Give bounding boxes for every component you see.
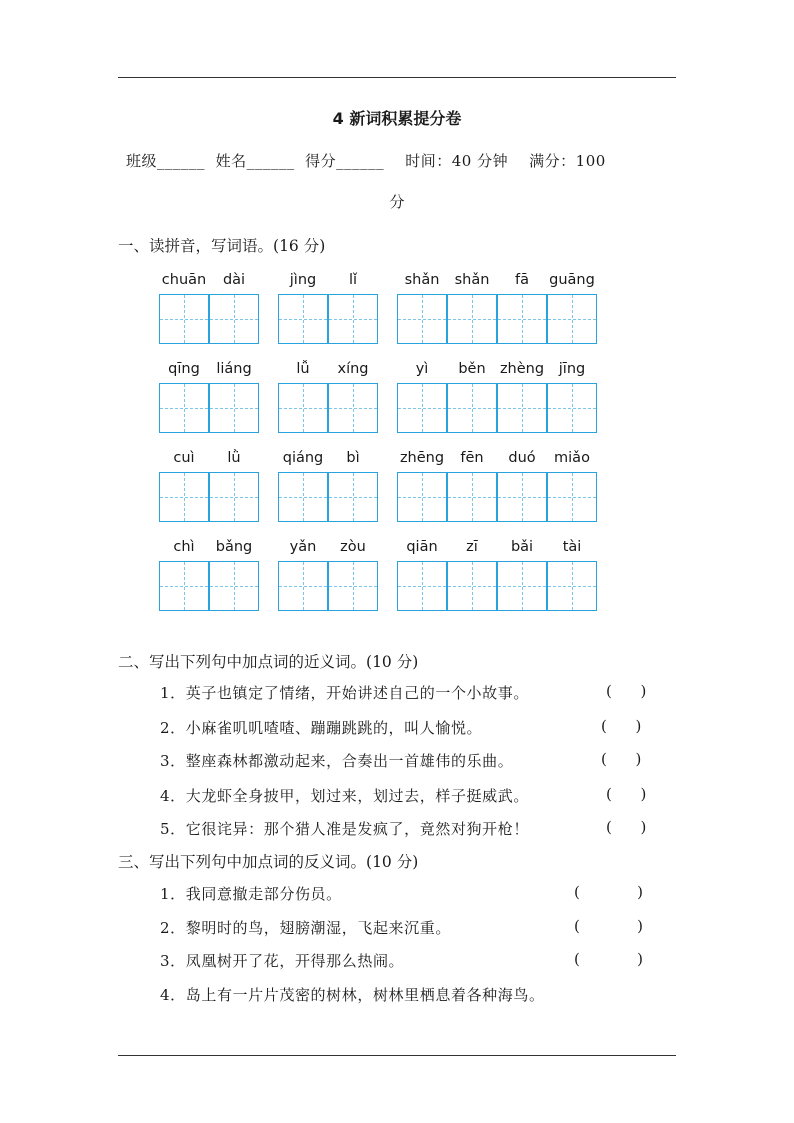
pinyin-syllable: yǎn xyxy=(289,539,317,555)
pinyin-syllable: xíng xyxy=(337,361,369,377)
pinyin-syllable: dài xyxy=(222,272,246,288)
pinyin-syllable: lǚ xyxy=(296,361,310,377)
section-1-title: 一、读拼音，写词语。 xyxy=(118,237,274,255)
synonym-question-4: 4．大龙虾全身披甲，划过来，划过去，样子挺威武。 xyxy=(160,787,529,805)
score-field: 得分______ xyxy=(305,152,385,170)
pinyin-syllable: bǎi xyxy=(510,539,534,555)
pinyin-syllable: miǎo xyxy=(554,450,590,466)
answer-blank[interactable]: ( ) xyxy=(601,750,642,768)
pinyin-syllable: chuān xyxy=(161,272,207,288)
pinyin-syllable: fēn xyxy=(460,450,484,466)
writing-grid-box[interactable] xyxy=(159,294,209,344)
answer-blank[interactable]: ( ) xyxy=(574,917,643,935)
writing-grid-box[interactable] xyxy=(497,561,547,611)
writing-grid-box[interactable] xyxy=(547,294,597,344)
name-field: 姓名______ xyxy=(215,152,295,170)
top-rule xyxy=(118,77,676,78)
pinyin-syllable: duó xyxy=(508,450,536,466)
answer-blank[interactable]: ( ) xyxy=(606,785,647,803)
writing-grid-box[interactable] xyxy=(159,561,209,611)
writing-grid-box[interactable] xyxy=(278,561,328,611)
pinyin-syllable: yì xyxy=(415,361,429,377)
writing-grid-box[interactable] xyxy=(547,561,597,611)
pinyin-syllable: bì xyxy=(346,450,360,466)
pinyin-syllable: jìng xyxy=(289,272,317,288)
writing-grid-box[interactable] xyxy=(328,383,378,433)
pinyin-syllable: běn xyxy=(458,361,486,377)
pinyin-syllable: cuì xyxy=(173,450,195,466)
section-3-title: 三、写出下列句中加点词的反义词。 xyxy=(118,853,367,871)
pinyin-syllable: lǐ xyxy=(348,272,358,288)
writing-grid-box[interactable] xyxy=(497,472,547,522)
writing-grid-box[interactable] xyxy=(278,383,328,433)
pinyin-syllable: shǎn xyxy=(404,272,440,288)
pinyin-syllable: jīng xyxy=(558,361,586,377)
section-2-title: 二、写出下列句中加点词的近义词。 xyxy=(118,653,367,671)
writing-grid-box[interactable] xyxy=(447,383,497,433)
writing-grid-box[interactable] xyxy=(209,294,259,344)
class-field: 班级______ xyxy=(126,152,206,170)
writing-grid-box[interactable] xyxy=(447,472,497,522)
writing-grid-box[interactable] xyxy=(209,561,259,611)
writing-grid-box[interactable] xyxy=(328,472,378,522)
writing-grid-box[interactable] xyxy=(328,561,378,611)
answer-blank[interactable]: ( ) xyxy=(606,682,647,700)
writing-grid-box[interactable] xyxy=(497,383,547,433)
writing-grid-box[interactable] xyxy=(547,383,597,433)
pinyin-syllable: qīng xyxy=(168,361,200,377)
writing-grid-box[interactable] xyxy=(497,294,547,344)
writing-grid-box[interactable] xyxy=(159,472,209,522)
writing-grid-box[interactable] xyxy=(397,472,447,522)
synonym-question-3: 3．整座森林都激动起来，合奏出一首雄伟的乐曲。 xyxy=(160,752,514,770)
pinyin-syllable: shǎn xyxy=(454,272,490,288)
section-1-heading xyxy=(118,234,325,256)
writing-grid-box[interactable] xyxy=(547,472,597,522)
synonym-question-2: 2．小麻雀叽叽喳喳、蹦蹦跳跳的，叫人愉悦。 xyxy=(160,719,483,737)
pinyin-syllable: zhèng xyxy=(499,361,545,377)
antonym-question-3: 3．凤凰树开了花，开得那么热闹。 xyxy=(160,952,405,970)
writing-grid-box[interactable] xyxy=(209,472,259,522)
pinyin-syllable: chì xyxy=(173,539,195,555)
time-limit: 时间：40 分钟 xyxy=(405,152,509,170)
antonym-question-4: 4．岛上有一片片茂密的树林，树林里栖息着各种海鸟。 xyxy=(160,986,545,1004)
section-2-points: (10 分) xyxy=(366,653,419,671)
bottom-rule xyxy=(118,1055,676,1056)
pinyin-syllable: qiān xyxy=(406,539,438,555)
section-3-points: (10 分) xyxy=(366,853,419,871)
writing-grid-box[interactable] xyxy=(447,561,497,611)
writing-grid-box[interactable] xyxy=(328,294,378,344)
answer-blank[interactable]: ( ) xyxy=(574,883,643,901)
pinyin-syllable: guāng xyxy=(549,272,595,288)
writing-grid-box[interactable] xyxy=(278,294,328,344)
pinyin-syllable: lǜ xyxy=(227,450,241,466)
full-score-unit: 分 xyxy=(389,193,405,211)
antonym-question-2: 2．黎明时的鸟，翅膀潮湿，飞起来沉重。 xyxy=(160,919,451,937)
full-score: 满分：100 xyxy=(529,152,606,170)
synonym-question-5: 5．它很诧异：那个猎人准是发疯了，竟然对狗开枪！ xyxy=(160,820,529,838)
pinyin-syllable: qiáng xyxy=(282,450,324,466)
pinyin-syllable: liáng xyxy=(216,361,252,377)
writing-grid-box[interactable] xyxy=(209,383,259,433)
answer-blank[interactable]: ( ) xyxy=(606,818,647,836)
writing-grid-box[interactable] xyxy=(278,472,328,522)
writing-grid-box[interactable] xyxy=(447,294,497,344)
writing-grid-box[interactable] xyxy=(159,383,209,433)
pinyin-syllable: fā xyxy=(515,272,529,288)
page-title: 4 新词积累提分卷 xyxy=(332,109,462,128)
pinyin-syllable: zòu xyxy=(340,539,366,555)
antonym-question-1: 1．我同意撤走部分伤员。 xyxy=(160,885,342,903)
pinyin-syllable: bǎng xyxy=(215,539,253,555)
writing-grid-box[interactable] xyxy=(397,294,447,344)
section-1-points: (16 分) xyxy=(273,237,326,255)
student-info-line xyxy=(126,150,606,171)
pinyin-syllable: zhēng xyxy=(399,450,445,466)
pinyin-syllable: zī xyxy=(466,539,478,555)
section-3-heading xyxy=(118,850,418,872)
pinyin-syllable: tài xyxy=(562,539,582,555)
writing-grid-box[interactable] xyxy=(397,383,447,433)
section-2-heading xyxy=(118,650,418,672)
answer-blank[interactable]: ( ) xyxy=(574,950,643,968)
synonym-question-1: 1．英子也镇定了情绪，开始讲述自己的一个小故事。 xyxy=(160,684,529,702)
writing-grid-box[interactable] xyxy=(397,561,447,611)
answer-blank[interactable]: ( ) xyxy=(601,717,642,735)
